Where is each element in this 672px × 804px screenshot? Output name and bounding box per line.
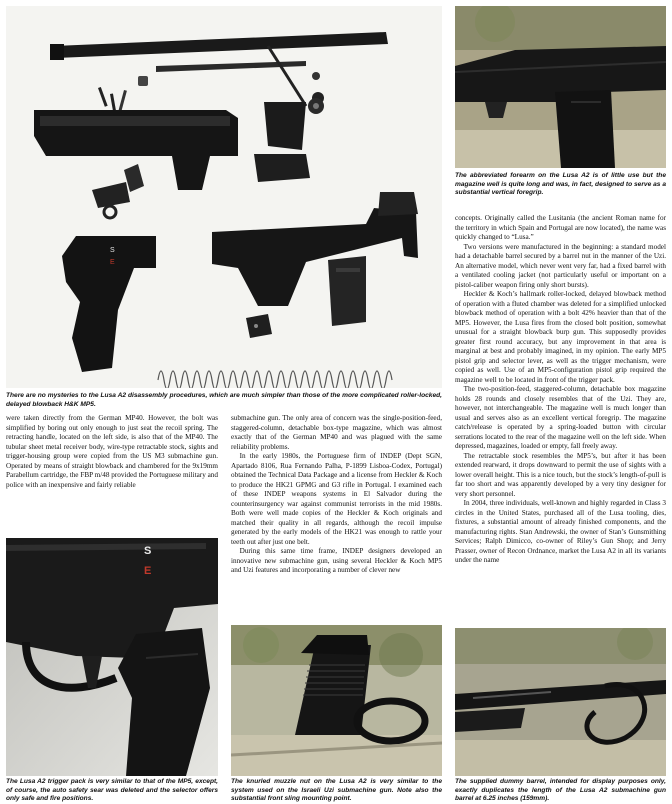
paragraph: During this same time frame, INDEP designers developed an innovative new submachine gun, using several Heckler & Koch MP5 and Uzi features and incorporating a number of clever new	[231, 547, 442, 574]
barrel-photo	[455, 628, 666, 776]
paragraph: Two versions were manufactured in the beginning: a standard model had a detachable barrel secured by a barrel nut in the manner of the Uzi. An alternative model, which never went very far, had a fixed barrel with a ventilated cooling jacket (not particularly useful or important on a pistol-caliber weapon firing only short bursts).	[455, 242, 666, 289]
column-3	[455, 214, 666, 626]
paragraph: submachine gun. The only area of concern was the single-position-feed, staggered-column, detachable box-type magazine, which was almost exactly that of the German MP40 and was plagued with the same reliability problems.	[231, 414, 442, 451]
column-2	[231, 414, 442, 622]
caption-trigger: The Lusa A2 trigger pack is very similar to that of the MP5, except, of course, the auto safety sear was deleted and the selector offers only safe and fire positions.	[6, 778, 218, 803]
paragraph: In 2004, three individuals, well-known and highly regarded in Class 3 circles in the United States, purchased all of the Lusa tooling, dies, fixtures, a substantial amount of already finished components, and the manufacturing rights. Stan Andrewski, the owner of Stan’s Gunsmithing Services; Ralph Dimicco, co-owner of Riley’s Gun Shop; and Jerry Prasser, owner of Recon Ordnance, market the Lusa A2 in all its variants under the name	[455, 499, 666, 564]
column-1	[6, 414, 218, 538]
paragraph: Heckler & Koch’s hallmark roller-locked, delayed blowback method of operation with a fluted chamber was deleted for a simplified unlocked blowback method of operation with a bolt 42% heavier than that of the MP5. However, the Lusa fires from the closed bolt position, somewhat unusual for a straight blowback burp gun. This supposedly provides greater first round accuracy, but any improvement in that area is marginal at best and probably imagined, in my opinion. The early MP5 pistol grip and selector lever, as well as the trigger mechanism, were copied as well. Use of an MP5-configuration pistol grip required the magazine well to be located in front of the trigger pack.	[455, 290, 666, 384]
trigger-pack-photo	[6, 538, 218, 776]
paragraph: were taken directly from the German MP40. However, the bolt was simplified by boring out only enough to just seat the recoil spring. The retracting handle, located on the left side, is also that of the MP40. The tubular sheet metal receiver body, wire-type retractable stock, sights and trigger-housing group were copied from the US M3 submachine gun. Operated by means of straight blowback and chambered for the 9x19mm Parabellum cartridge, the FBP m/48 provided the Portuguese military and police with an inexpensive and fairly reliable	[6, 414, 218, 489]
forearm-photo	[455, 6, 666, 168]
muzzle-photo	[231, 625, 442, 776]
caption-barrel: The supplied dummy barrel, intended for display purposes only, exactly duplicates the length of the Lusa A2 submachine gun barrel at 6.25 inches (159mm).	[455, 778, 666, 803]
caption-forearm: The abbreviated forearm on the Lusa A2 is of little use but the magazine well is quite long and was, in fact, designed to serve as a substantial vertical foregrip.	[455, 172, 666, 197]
caption-muzzle: The knurled muzzle nut on the Lusa A2 is very similar to the system used on the Israeli Uzi submachine gun. Note also the substantial front sling mounting point.	[231, 778, 442, 803]
safe-marking: S	[144, 545, 152, 557]
svg-text:S: S	[110, 247, 115, 254]
paragraph: In the early 1980s, the Portuguese firm of INDEP (Dept SGN, Apartado 8106, Rua Fernando Palha, P-1899 Lisboa-Codex, Portugal) obtained the Technical Data Package and a license from Heckler & Koch to produce the HK21 GPMG and G3 rifle in Portugal. I examined each of these INDEP weapons systems in El Salvador during the counterinsurgency war against communist terrorists in the mid 1980s. Both were well made copies of the Heckler & Koch originals and matched their quality in all regards, although the recoil impulse generated by the early models of the HK21 was enough to rattle your teeth out after just one belt.	[231, 452, 442, 546]
disassembly-photo	[6, 6, 442, 388]
paragraph: concepts. Originally called the Lusitania (the ancient Roman name for the territory in which Spain and Portugal are now located), the name was quickly changed to “Lusa.”	[455, 214, 666, 241]
fire-marking: E	[144, 565, 152, 577]
paragraph: The two-position-feed, staggered-column, detachable box magazine holds 28 rounds and closely resembles that of the Uzi. They are, however, not interchangeable. The magazine well is much longer than usual and serves also as an excellent vertical foregrip. The magazine catch/release is operated by a spring-loaded button with circular serrations located to the rear of the magazine well on the left side. When depressed, magazines, loaded or empty, fall freely away.	[455, 385, 666, 450]
svg-text:E: E	[110, 259, 115, 266]
caption-disassembly: There are no mysteries to the Lusa A2 disassembly procedures, which are much simpler than those of the more complicated roller-locked, delayed blowback H&K MP5.	[6, 392, 442, 408]
paragraph: The retractable stock resembles the MP5’s, but after it has been extended rearward, it drops downward to permit the use of sights with a lower overall height. This is a nice touch, but the stock’s length-of-pull is far too short and was apparently developed by a very tiny designer for very short personnel.	[455, 451, 666, 498]
